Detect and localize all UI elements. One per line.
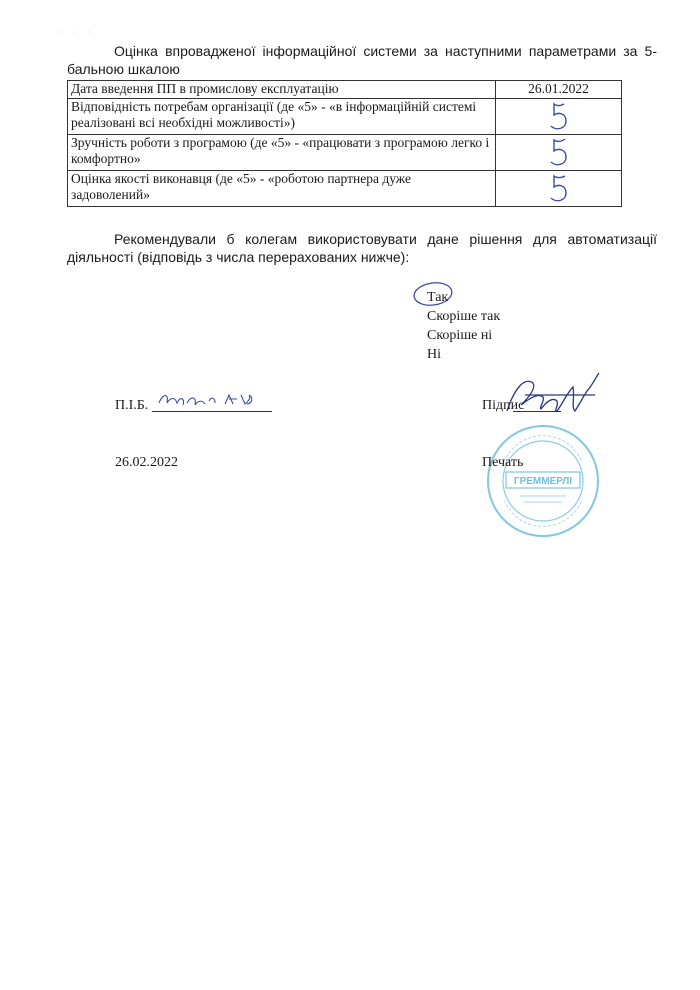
signature-underline xyxy=(513,411,561,412)
row-value: 26.01.2022 xyxy=(496,81,622,99)
handwritten-five xyxy=(546,137,572,169)
recommend-text: Рекомендували б колегам використовувати дане рішення для автоматизації діяльності (відповідь з числа перерахованих нижче): xyxy=(67,231,657,265)
handwritten-name-signature xyxy=(157,389,267,411)
intro-text: Оцінка впровадженої інформаційної системи за наступними параметрами за 5-бальною шкалою xyxy=(67,43,657,77)
handwritten-five xyxy=(546,101,572,133)
row-label: Відповідність потребам організації (де «5» - «в інформаційній системі реалізовані всі необхідні можливості») xyxy=(68,99,496,135)
row-value xyxy=(496,171,622,207)
table-row xyxy=(68,135,622,171)
document-date: 26.02.2022 xyxy=(115,455,178,470)
option-yes[interactable]: Так xyxy=(427,290,449,305)
company-seal-icon xyxy=(484,422,602,540)
svg-text:ГРЕММЕРЛІ: ГРЕММЕРЛІ xyxy=(513,476,573,487)
option-rather-yes[interactable]: Скоріше так xyxy=(427,309,501,324)
row-label: Дата введення ПП в промислову експлуатацію xyxy=(68,81,496,99)
table-row xyxy=(68,99,622,135)
handwritten-five xyxy=(546,173,572,205)
row-label: Зручність роботи з програмою (де «5» - «працювати з програмою легко і комфортно» xyxy=(68,135,496,171)
signature-label: Підпис xyxy=(482,398,525,413)
answer-options xyxy=(427,288,500,364)
seal-label: Печать xyxy=(482,455,524,470)
table-row xyxy=(68,171,622,207)
table-row xyxy=(68,81,622,99)
row-value xyxy=(496,135,622,171)
scan-artifact: · · · xyxy=(58,28,95,37)
signature-icon xyxy=(495,367,615,427)
rating-table xyxy=(67,80,622,207)
row-label: Оцінка якості виконавця (де «5» - «роботою партнера дуже задоволений» xyxy=(68,171,496,207)
pib-label: П.І.Б. xyxy=(115,398,149,413)
option-no[interactable]: Ні xyxy=(427,347,441,362)
option-rather-no[interactable]: Скоріше ні xyxy=(427,328,493,343)
row-value xyxy=(496,99,622,135)
pib-handwritten xyxy=(157,389,267,415)
